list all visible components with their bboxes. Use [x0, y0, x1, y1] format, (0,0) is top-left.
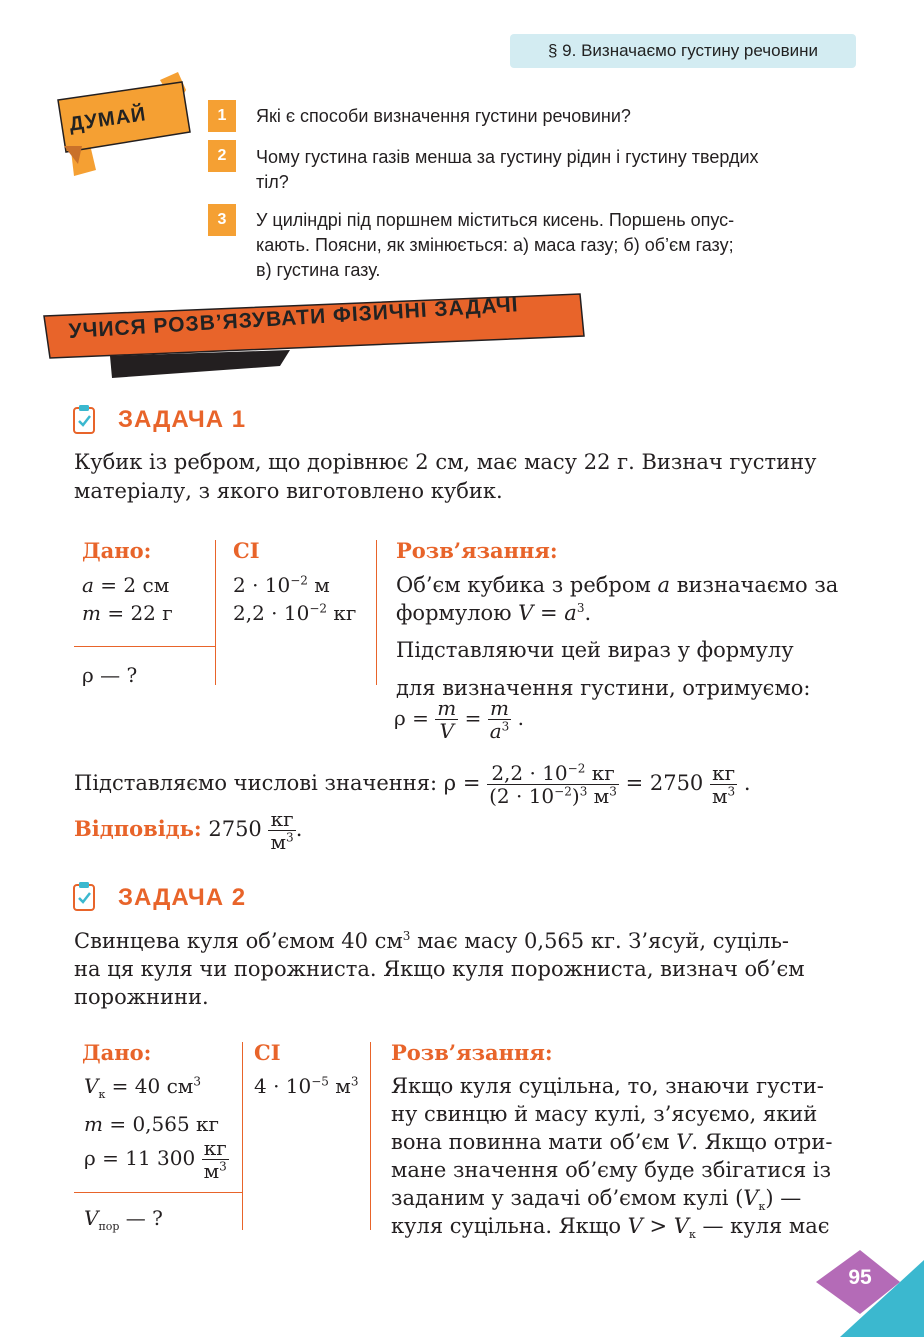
task-2-column-divider-2: [370, 1042, 371, 1230]
task-2-column-divider-1: [242, 1042, 243, 1230]
task-2-text-line-2: на ця куля чи порожниста. Якщо куля порожниста, визнач об’єм: [74, 957, 805, 981]
task-1-substitution: Підставляємо числові значення: ρ = $\frac{2,2 \cdot 10^{-2} кг}{(2 \cdot 10^{-2})^3 м^3}$ = 2750 $\frac{кг}{м^3}$ .: [74, 761, 751, 808]
task-1-given-underline: [74, 646, 216, 647]
task-2-solution-label: Розв’язання:: [391, 1040, 553, 1065]
task-2-solution-line-3: вона повинна мати об’єм V. Якщо отри-: [391, 1130, 833, 1154]
clipboard-check-icon: [72, 403, 96, 435]
task-2-given-underline: [74, 1192, 243, 1193]
task-1-text-line-1: Кубик із ребром, що дорівнює 2 см, має масу 22 г. Визнач густину: [74, 450, 817, 474]
page-number: 95: [848, 1266, 872, 1289]
task-1-title: ЗАДАЧА 1: [118, 406, 247, 433]
question-number-2: 2: [208, 140, 236, 172]
task-2-given-label: Дано:: [82, 1040, 152, 1065]
think-label: ДУМАЙ: [68, 103, 148, 136]
task-2-si-label: СІ: [254, 1040, 281, 1065]
task-2-title: ЗАДАЧА 2: [118, 884, 247, 911]
question-number-3: 3: [208, 204, 236, 236]
task-2-solution-line-1: Якщо куля суцільна, то, знаючи густи-: [391, 1074, 824, 1098]
task-1-si-mass: $2,2 \cdot 10^{-2}$ кг: [233, 601, 357, 625]
task-2-solution-line-4: мане значення об’єму буде збігатися із: [391, 1158, 832, 1182]
question-2-text-line-2: тіл?: [256, 172, 289, 192]
task-2-given-density: ρ = 11 300 $\frac{кг}{м^3}$: [84, 1136, 227, 1183]
task-2-find: $V_{пор}$ — ?: [84, 1206, 163, 1233]
task-2-solution-line-6: куля суцільна. Якщо $V > V_к$ — куля має: [391, 1214, 830, 1242]
task-1-text-line-2: матеріалу, з якого виготовлено кубик.: [74, 479, 503, 503]
task-2-solution-line-5: заданим у задачі об’ємом кулі $(V_к)$ —: [391, 1186, 802, 1214]
task-1-solution-label: Розв’язання:: [396, 538, 558, 563]
task-2-given-volume: $V_к = 40$ $см^3$: [84, 1074, 202, 1101]
task-1-given-mass: m = 22 г: [82, 601, 173, 625]
task-2-given-mass: m = 0,565 кг: [84, 1112, 220, 1136]
task-2-text-line-1: Свинцева куля об’ємом 40 $см^3$ має масу 0,565 кг. З’ясуй, суціль-: [74, 929, 789, 953]
task-1-solution-line-4: для визначення густини, отримуємо:: [396, 676, 811, 700]
task-1-column-divider-1: [215, 540, 216, 685]
question-3-text-line-1: У циліндрі під поршнем міститься кисень. Поршень опус-: [256, 210, 735, 230]
clipboard-check-icon: [72, 880, 96, 912]
learn-banner-title: УЧИСЯ РОЗВ’ЯЗУВАТИ ФІЗИЧНІ ЗАДАЧІ: [68, 293, 520, 343]
task-1-find: ρ — ?: [82, 663, 138, 687]
task-2-text-line-3: порожнини.: [74, 985, 209, 1009]
task-1-density-formula: ρ = $\frac{m}{V}$ = $\frac{m}{a^3}$ .: [394, 696, 524, 743]
task-1-answer: Відповідь: 2750 $\frac{кг}{м^3}$ .: [74, 807, 303, 854]
task-1-solution-line-3: Підставляючи цей вираз у формулу: [396, 638, 794, 662]
task-1-solution-line-2: формулою $V = a^3$.: [396, 601, 592, 625]
task-1-si-label: СІ: [233, 538, 260, 563]
task-2-solution-line-2: ну свинцю й масу кулі, з’ясуємо, який: [391, 1102, 818, 1126]
question-3-text-line-2: кають. Поясни, як змінюється: а) маса газу; б) об’єм газу;: [256, 235, 734, 255]
section-header-tab: § 9. Визначаємо густину речовини: [510, 34, 856, 68]
task-1-column-divider-2: [376, 540, 377, 685]
task-1-solution-line-1: Об’єм кубика з ребром a визначаємо за: [396, 573, 839, 597]
question-2-text-line-1: Чому густина газів менша за густину рідин і густину твердих: [256, 147, 759, 167]
task-1-given-edge: a = 2 см: [82, 573, 170, 597]
task-2-si-volume: $4 \cdot 10^{-5}$ $м^3$: [254, 1074, 359, 1098]
task-1-si-edge: $2 \cdot 10^{-2}$ м: [233, 573, 330, 597]
question-number-1: 1: [208, 100, 236, 132]
question-3-text-line-3: в) густина газу.: [256, 260, 381, 280]
question-1-text: Які є способи визначення густини речовини?: [256, 106, 631, 126]
task-1-given-label: Дано:: [82, 538, 152, 563]
